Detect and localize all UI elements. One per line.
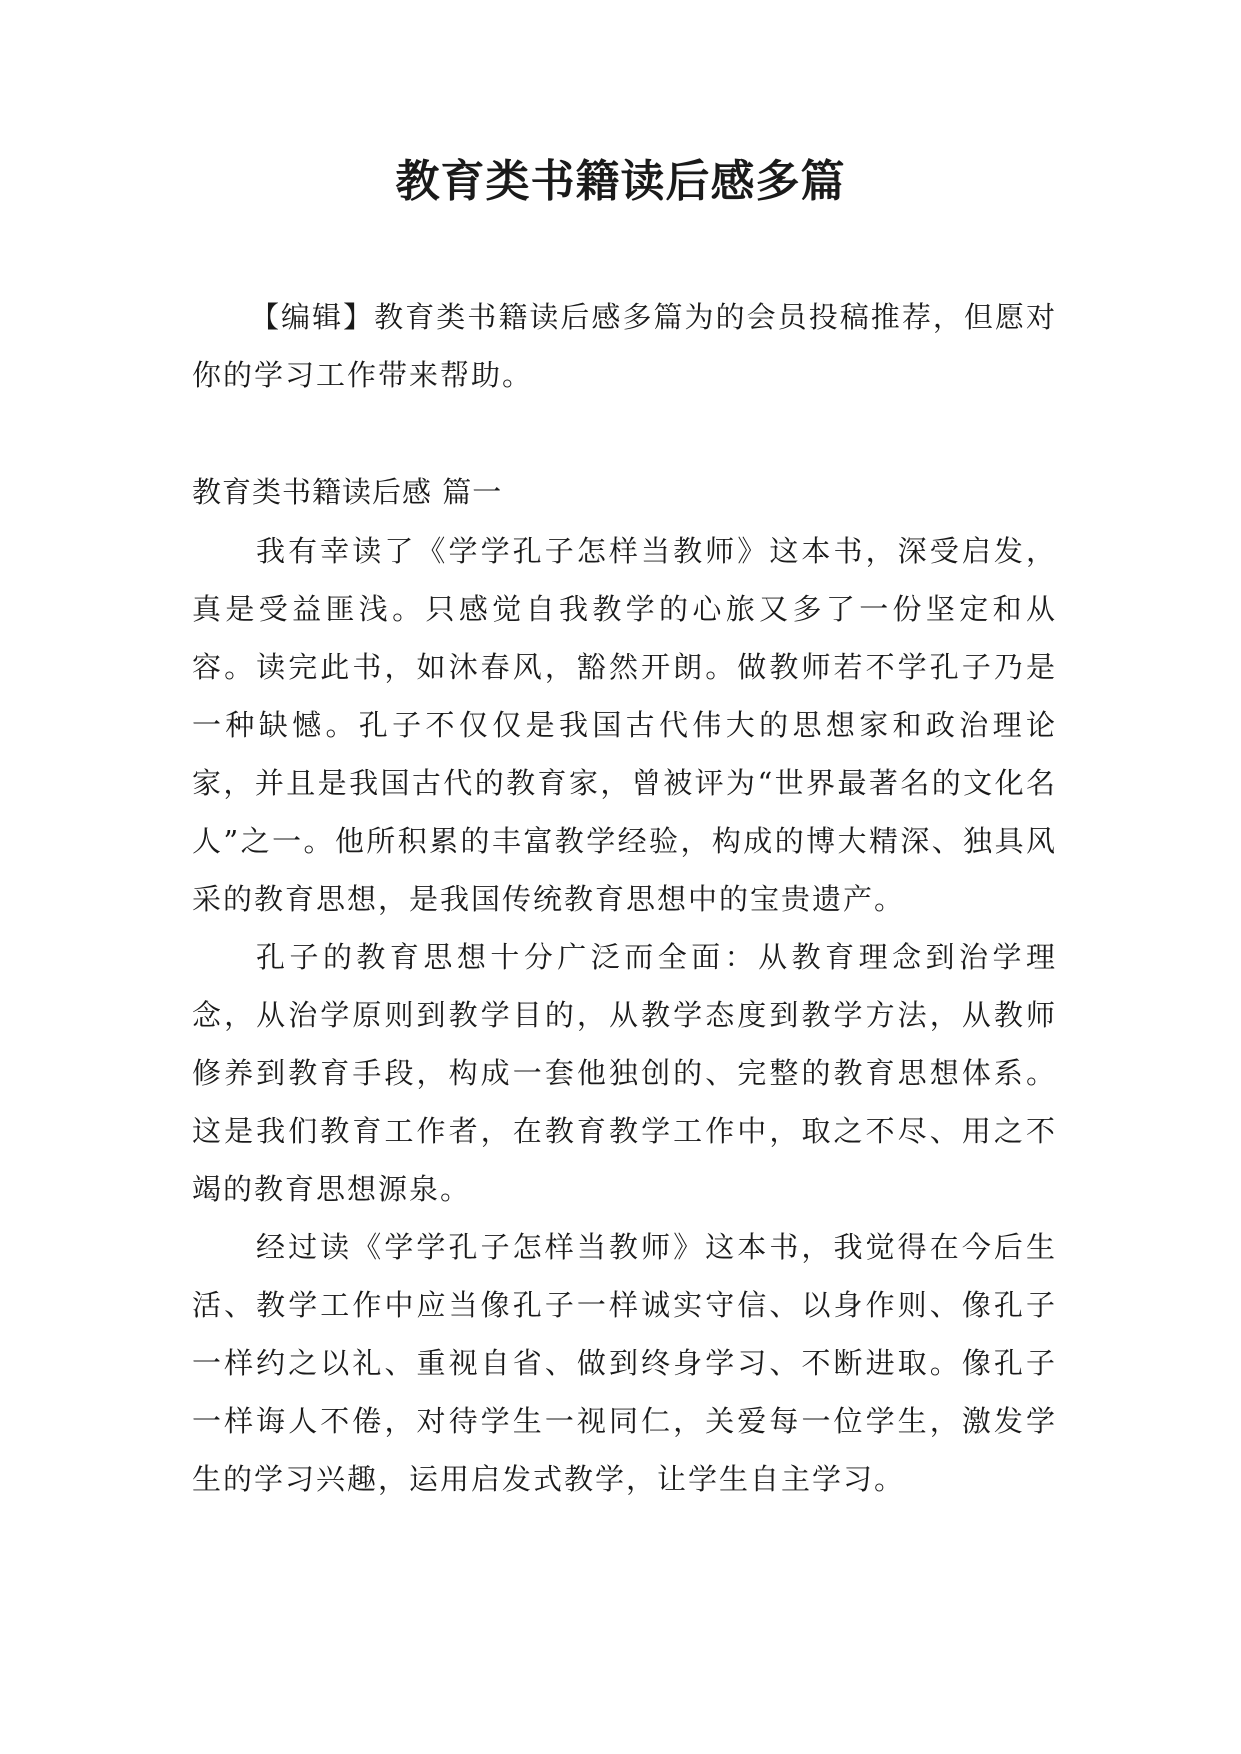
body-paragraph: 经过读《学学孔子怎样当教师》这本书，我觉得在今后生活、教学工作中应当像孔子一样诚实守信、以身作则、像孔子一样约之以礼、重视自省、做到终身学习、不断进取。像孔子一样诲人不倦，对待学生一视同仁，关爱每一位学生，激发学生的学习兴趣，运用启发式教学，让学生自主学习。 (192, 1230, 1057, 1496)
document-title: 教育类书籍读后感多篇 (395, 156, 846, 207)
intro-paragraph: 【编辑】教育类书籍读后感多篇为的会员投稿推荐，但愿对你的学习工作带来帮助。 (192, 300, 1057, 392)
section-content (192, 522, 1057, 1508)
section-heading: 教育类书籍读后感 篇一 (192, 475, 503, 509)
body-paragraph: 孔子的教育思想十分广泛而全面：从教育理念到治学理念，从治学原则到教学目的，从教学态度到教学方法，从教师修养到教育手段，构成一套他独创的、完整的教育思想体系。这是我们教育工作者，在教育教学工作中，取之不尽、用之不竭的教育思想源泉。 (192, 940, 1057, 1206)
body-paragraph: 我有幸读了《学学孔子怎样当教师》这本书，深受启发，真是受益匪浅。只感觉自我教学的心旅又多了一份坚定和从容。读完此书，如沐春风，豁然开朗。做教师若不学孔子乃是一种缺憾。孔子不仅仅是我国古代伟大的思想家和政治理论家，并且是我国古代的教育家，曾被评为“世界最著名的文化名人”之一。他所积累的丰富教学经验，构成的博大精深、独具风采的教育思想，是我国传统教育思想中的宝贵遗产。 (192, 534, 1057, 916)
